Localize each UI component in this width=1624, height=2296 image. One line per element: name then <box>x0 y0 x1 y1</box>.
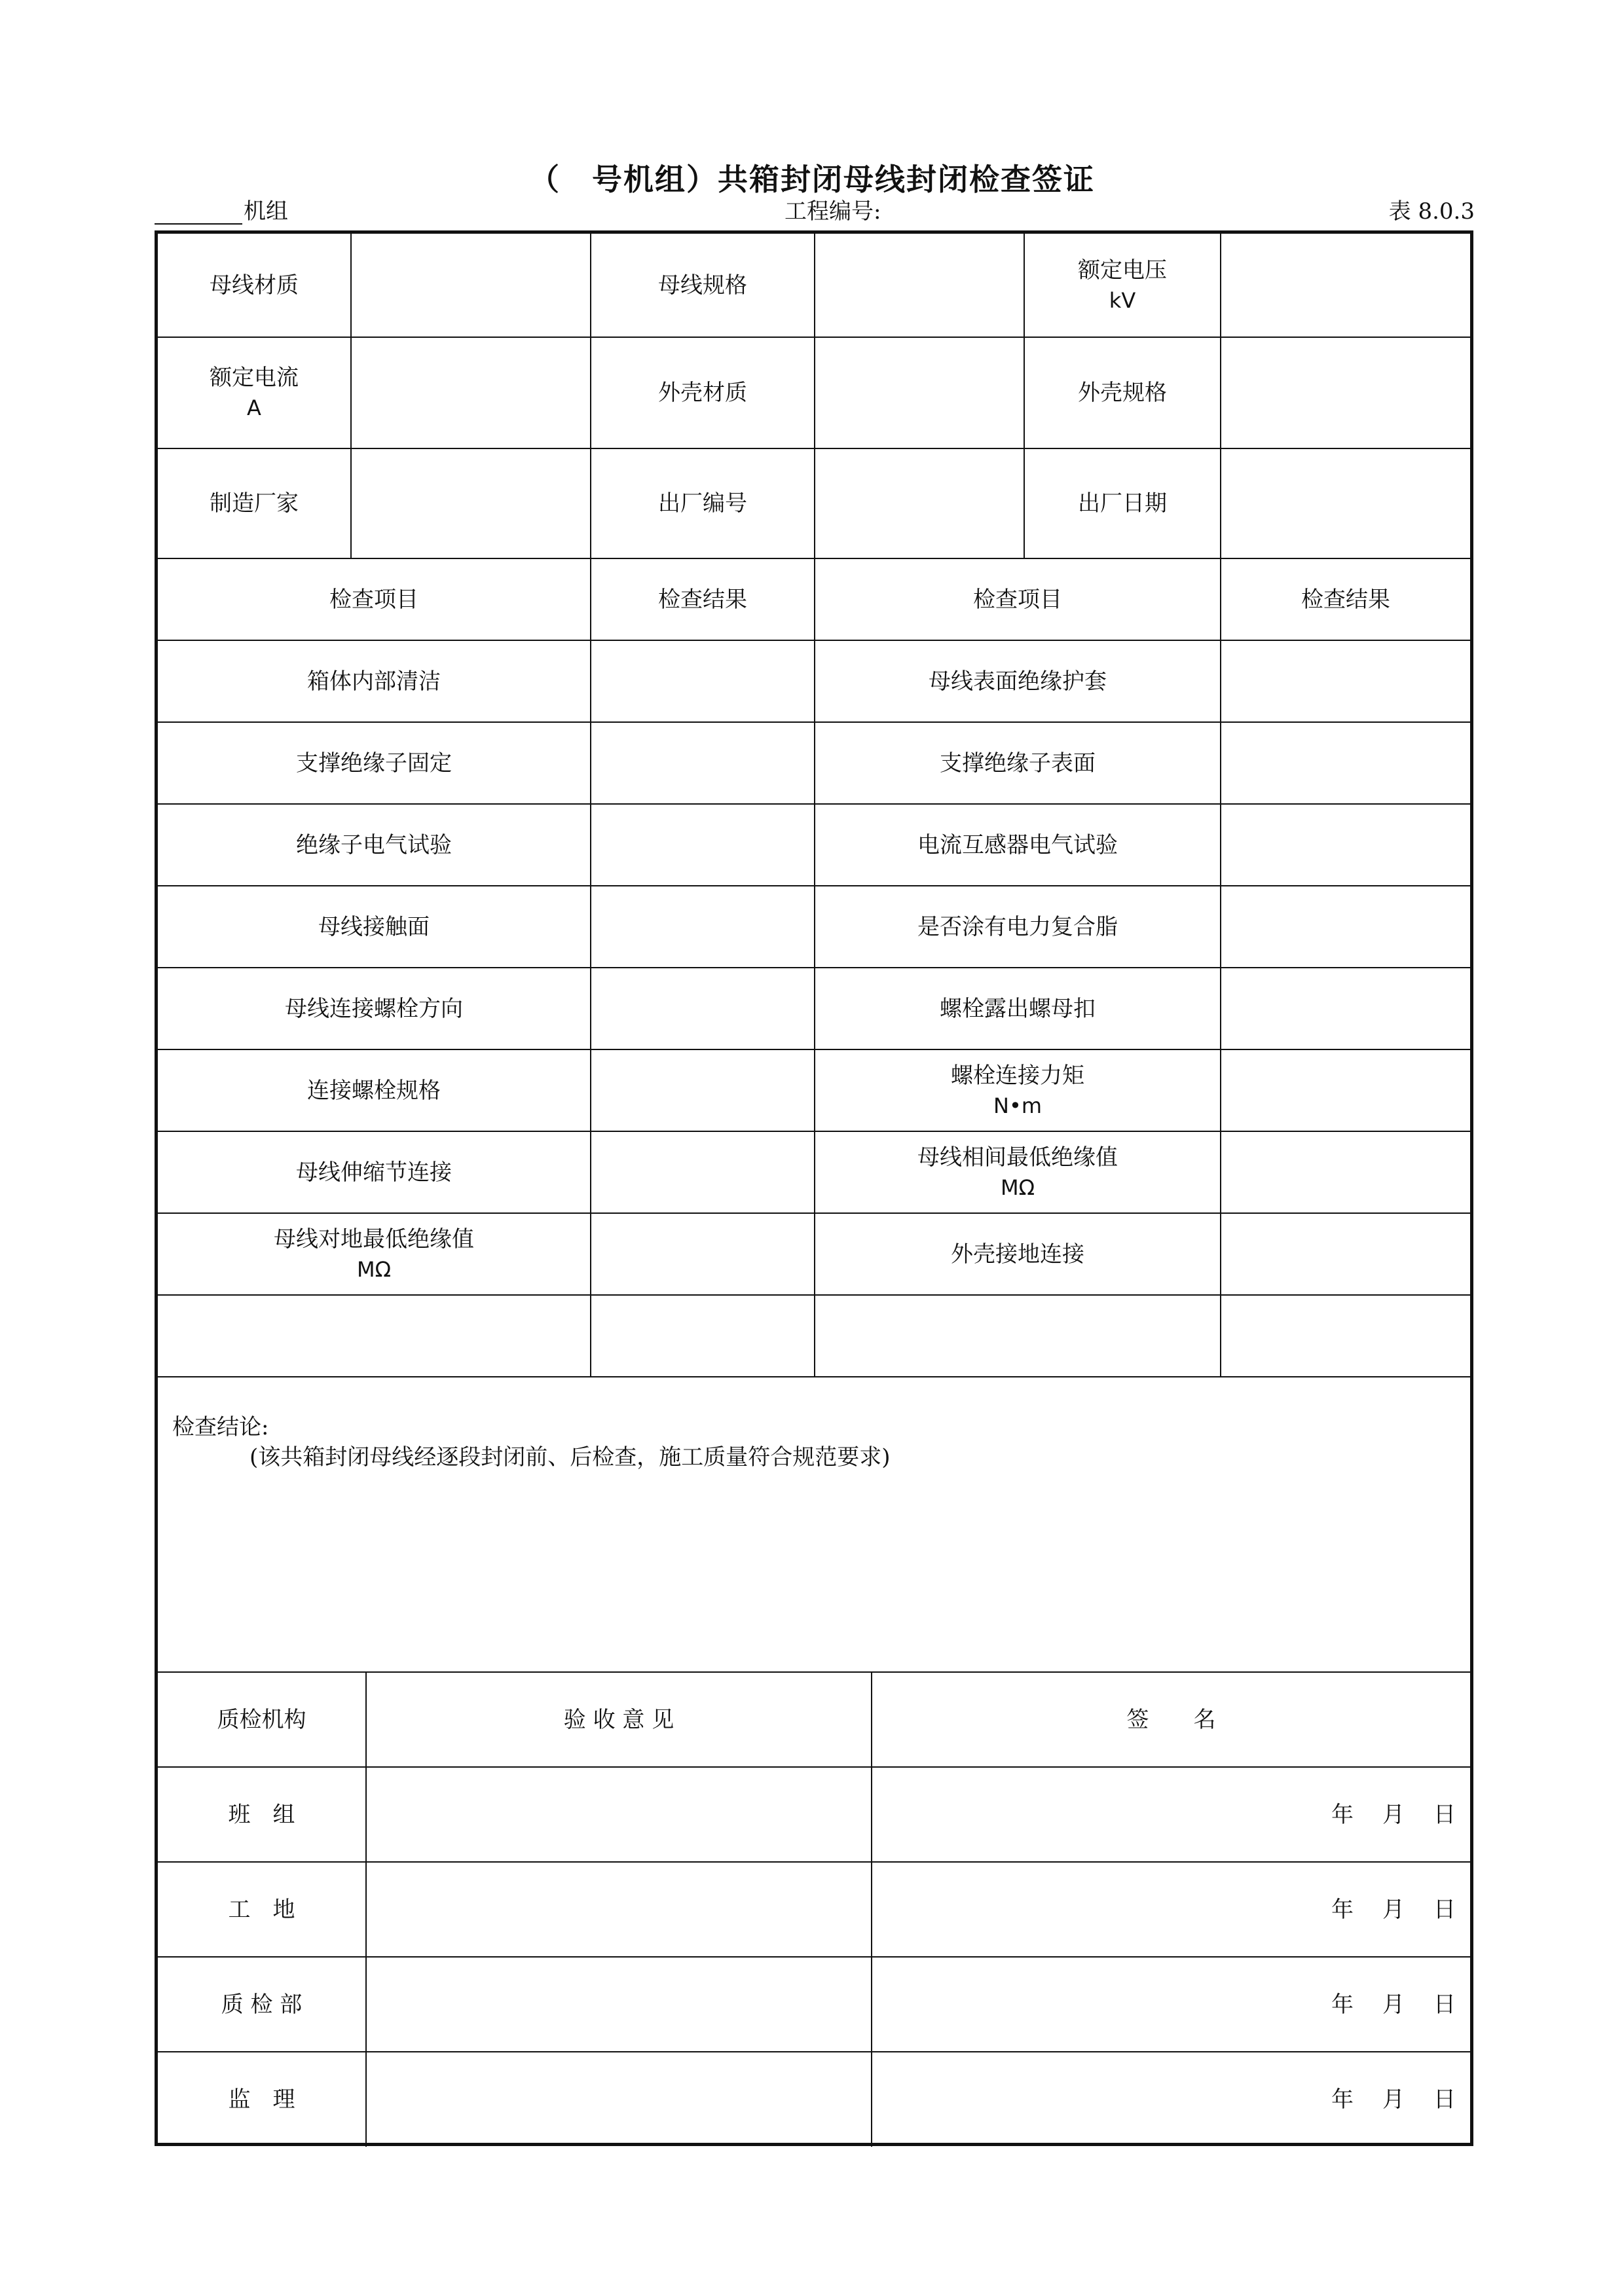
check-result-right[interactable] <box>1221 1213 1470 1295</box>
check-item-left: 连接螺栓规格 <box>158 1049 591 1131</box>
manufacturer-value[interactable] <box>351 448 591 558</box>
year-label: 年 <box>1331 1801 1354 1828</box>
form-frame <box>155 230 1473 2146</box>
check-result-left[interactable] <box>591 886 815 968</box>
signoff-row-team <box>158 1767 1470 1862</box>
rated-current-unit: A <box>247 395 261 420</box>
busbar-material-label: 母线材质 <box>158 234 351 337</box>
rated-voltage-label: 额定电压 kV <box>1024 234 1221 337</box>
check-result-right[interactable] <box>1221 968 1470 1049</box>
check-row-blank <box>158 1295 1470 1377</box>
check-row <box>158 1131 1470 1213</box>
signoff-org-team: 班 组 <box>158 1767 366 1862</box>
month-label: 月 <box>1382 1896 1405 1923</box>
check-item-left: 母线伸缩节连接 <box>158 1131 591 1213</box>
check-item-header-left: 检查项目 <box>158 558 591 640</box>
month-label: 月 <box>1382 2086 1405 2113</box>
busbar-material-value[interactable] <box>351 234 591 337</box>
year-label: 年 <box>1331 2086 1354 2113</box>
signoff-signature-qc[interactable] <box>872 1957 1470 2052</box>
signoff-opinion-team[interactable] <box>366 1767 872 1862</box>
year-label: 年 <box>1331 1991 1354 2018</box>
check-item-left: 母线连接螺栓方向 <box>158 968 591 1049</box>
day-label: 日 <box>1433 1896 1456 1923</box>
rated-current-label: 额定电流 A <box>158 337 351 448</box>
month-label: 月 <box>1382 1801 1405 1828</box>
check-result-right-blank[interactable] <box>1221 1295 1470 1377</box>
check-result-header-left: 检查结果 <box>591 558 815 640</box>
signoff-header-row <box>158 1673 1470 1767</box>
inspection-grid <box>158 234 1470 1377</box>
quality-org-header: 质检机构 <box>158 1673 366 1767</box>
check-result-right[interactable] <box>1221 804 1470 886</box>
signoff-org-site: 工 地 <box>158 1862 366 1957</box>
check-item-left-blank[interactable] <box>158 1295 591 1377</box>
acceptance-opinion-header: 验 收 意 见 <box>366 1673 872 1767</box>
info-row-3 <box>158 448 1470 558</box>
signoff-opinion-site[interactable] <box>366 1862 872 1957</box>
check-row <box>158 1049 1470 1131</box>
check-row <box>158 968 1470 1049</box>
signoff-org-qc: 质 检 部 <box>158 1957 366 2052</box>
serial-number-label: 出厂编号 <box>591 448 815 558</box>
check-result-left[interactable] <box>591 640 815 722</box>
signoff-table <box>158 1673 1470 2147</box>
unit-number-blank[interactable] <box>155 202 242 225</box>
check-item-right: 螺栓露出螺母扣 <box>815 968 1221 1049</box>
info-row-1 <box>158 234 1470 337</box>
check-row <box>158 640 1470 722</box>
serial-number-value[interactable] <box>815 448 1024 558</box>
check-result-right[interactable] <box>1221 722 1470 804</box>
check-item-left: 绝缘子电气试验 <box>158 804 591 886</box>
check-item-left: 母线对地最低绝缘值 MΩ <box>158 1213 591 1295</box>
check-item-right: 是否涂有电力复合脂 <box>815 886 1221 968</box>
check-item-left: 箱体内部清洁 <box>158 640 591 722</box>
check-item-right-blank[interactable] <box>815 1295 1221 1377</box>
check-result-left-blank[interactable] <box>591 1295 815 1377</box>
signoff-row-site <box>158 1862 1470 1957</box>
signoff-signature-supervision[interactable] <box>872 2052 1470 2147</box>
torque-unit: N•m <box>993 1093 1042 1118</box>
table-number: 表 8.0.3 <box>1388 198 1475 225</box>
check-result-right[interactable] <box>1221 640 1470 722</box>
conclusion-text: (该共箱封闭母线经逐段封闭前、后检查，施工质量符合规范要求) <box>249 1444 891 1470</box>
signoff-signature-site[interactable] <box>872 1862 1470 1957</box>
day-label: 日 <box>1433 1991 1456 2018</box>
year-label: 年 <box>1331 1896 1354 1923</box>
rated-voltage-value[interactable] <box>1221 234 1470 337</box>
signoff-org-supervision: 监 理 <box>158 2052 366 2147</box>
month-label: 月 <box>1382 1991 1405 2018</box>
busbar-spec-label: 母线规格 <box>591 234 815 337</box>
check-result-right[interactable] <box>1221 1131 1470 1213</box>
check-item-right: 电流互感器电气试验 <box>815 804 1221 886</box>
enclosure-spec-label: 外壳规格 <box>1024 337 1221 448</box>
check-header-row <box>158 558 1470 640</box>
check-row <box>158 886 1470 968</box>
signoff-signature-team[interactable] <box>872 1767 1470 1862</box>
signoff-row-supervision <box>158 2052 1470 2147</box>
check-result-left[interactable] <box>591 1049 815 1131</box>
day-label: 日 <box>1433 1801 1456 1828</box>
form-title: （ 号机组）共箱封闭母线封闭检查签证 <box>529 162 1095 197</box>
enclosure-spec-value[interactable] <box>1221 337 1470 448</box>
check-item-right: 母线表面绝缘护套 <box>815 640 1221 722</box>
check-item-right: 螺栓连接力矩 N•m <box>815 1049 1221 1131</box>
check-item-left: 母线接触面 <box>158 886 591 968</box>
day-label: 日 <box>1433 2086 1456 2113</box>
insulation-unit: MΩ <box>1000 1175 1035 1200</box>
signoff-row-qc <box>158 1957 1470 2052</box>
check-row <box>158 804 1470 886</box>
check-result-left[interactable] <box>591 722 815 804</box>
conclusion-label: 检查结论: <box>172 1414 269 1440</box>
rated-current-value[interactable] <box>351 337 591 448</box>
check-item-right: 支撑绝缘子表面 <box>815 722 1221 804</box>
unit-line <box>155 198 288 225</box>
manufacture-date-value[interactable] <box>1221 448 1470 558</box>
busbar-spec-value[interactable] <box>815 234 1024 337</box>
ground-insulation-unit: MΩ <box>356 1256 392 1282</box>
check-result-left[interactable] <box>591 968 815 1049</box>
signature-header: 签 名 <box>872 1673 1470 1767</box>
manufacture-date-label: 出厂日期 <box>1024 448 1221 558</box>
rated-voltage-unit: kV <box>1109 287 1136 313</box>
check-result-left[interactable] <box>591 1213 815 1295</box>
info-row-2 <box>158 337 1470 448</box>
conclusion-section[interactable] <box>158 1377 1470 1673</box>
check-item-right: 外壳接地连接 <box>815 1213 1221 1295</box>
enclosure-material-value[interactable] <box>815 337 1024 448</box>
enclosure-material-label: 外壳材质 <box>591 337 815 448</box>
check-item-right: 母线相间最低绝缘值 MΩ <box>815 1131 1221 1213</box>
check-row <box>158 722 1470 804</box>
check-row <box>158 1213 1470 1295</box>
check-item-left: 支撑绝缘子固定 <box>158 722 591 804</box>
check-result-right[interactable] <box>1221 886 1470 968</box>
manufacturer-label: 制造厂家 <box>158 448 351 558</box>
check-item-header-right: 检查项目 <box>815 558 1221 640</box>
unit-suffix: 机组 <box>244 198 288 225</box>
check-result-header-right: 检查结果 <box>1221 558 1470 640</box>
check-result-left[interactable] <box>591 804 815 886</box>
signoff-opinion-qc[interactable] <box>366 1957 872 2052</box>
check-result-left[interactable] <box>591 1131 815 1213</box>
project-no-label: 工程编号: <box>784 198 881 225</box>
check-result-right[interactable] <box>1221 1049 1470 1131</box>
signoff-opinion-supervision[interactable] <box>366 2052 872 2147</box>
